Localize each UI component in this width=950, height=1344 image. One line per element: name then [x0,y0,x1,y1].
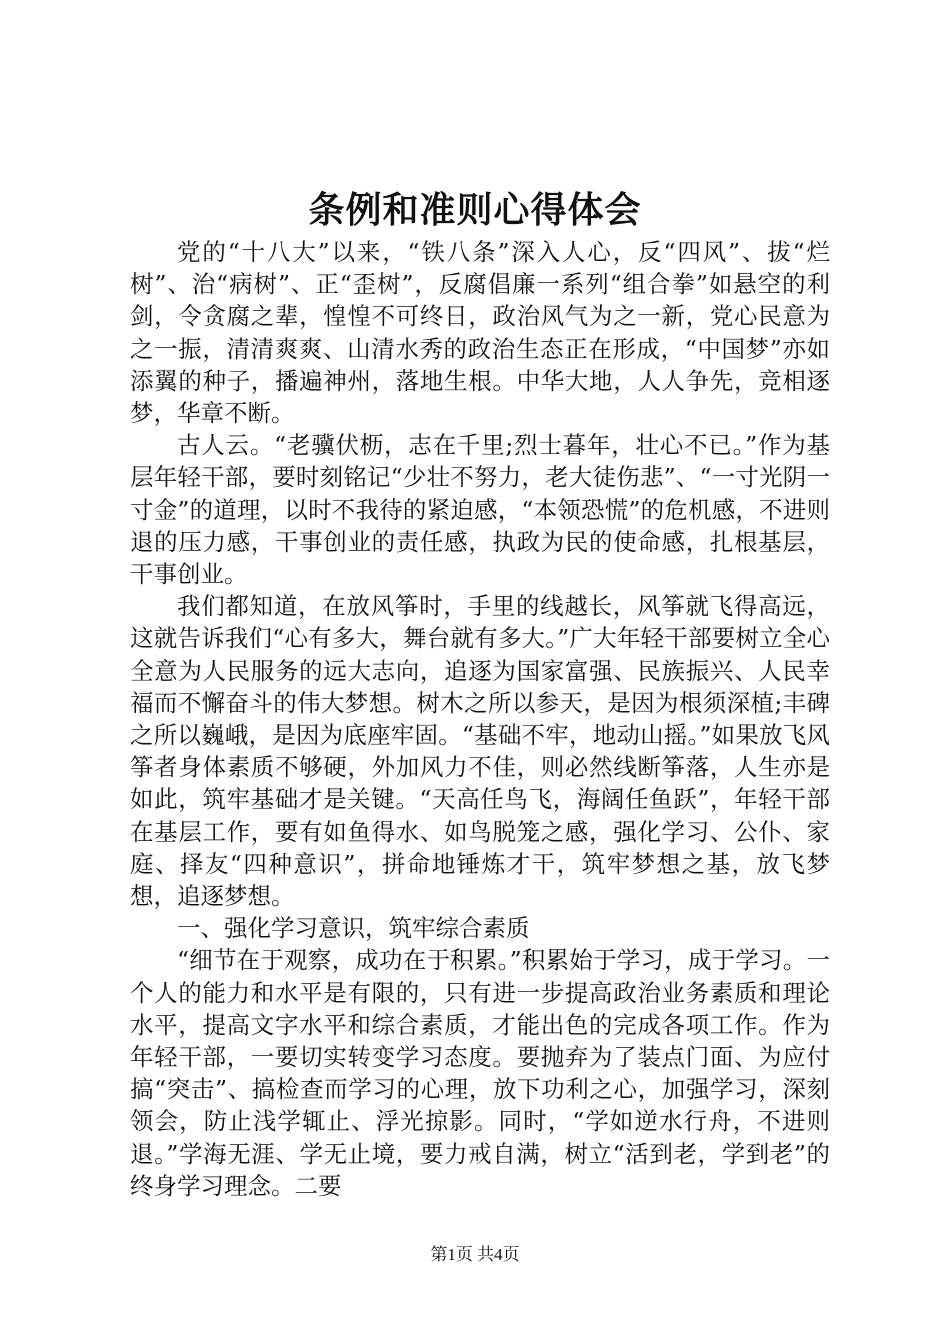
section-heading: 一、强化学习意识，筑牢综合素质 [177,914,530,943]
paragraph: 我们都知道，在放风筝时，手里的线越长，风筝就飞得高远，这就告诉我们“心有多大，舞台就有多大。”广大年轻干部要树立全心全意为人民服务的远大志向，追逐为国家富强、民族振兴、人民幸福而不懈奋斗的伟大梦想。树木之所以参天，是因为根须深植;丰碑之所以巍峨，是因为底座牢固。“基础不牢，地动山摇。”如果放飞风筝者身体素质不够硬，外加风力不佳，则必然线断筝落，人生亦是如此，筑牢基础才是关键。“天高任鸟飞，海阔任鱼跃”，年轻干部在基层工作，要有如鱼得水、如鸟脱笼之感，强化学习、公仆、家庭、择友“四种意识”，拼命地锤炼才干，筑牢梦想之基，放飞梦想，追逐梦想。 [130,592,830,911]
paragraph: 党的“十八大”以来，“铁八条”深入人心，反“四风”、拔“烂树”、治“病树”、正“歪树”，反腐倡廉一系列“组合拳”如悬空的利剑，令贪腐之辈，惶惶不可终日，政治风气为之一新，党心民意为之一振，清清爽爽、山清水秀的政治生态正在形成，“中国梦”亦如添翼的种子，播遍神州，落地生根。中华大地，人人争先，竞相逐梦，华章不断。 [130,238,830,428]
paragraph: 古人云。“老骥伏枥，志在千里;烈士暮年，壮心不已。”作为基层年轻干部，要时刻铭记“少壮不努力，老大徒伤悲”、“一寸光阴一寸金”的道理，以时不我待的紧迫感，“本领恐慌”的危机感，不进则退的压力感，干事创业的责任感，执政为民的使命感，扎根基层，干事创业。 [130,431,830,589]
document-title: 条例和准则心得体会 [308,189,642,231]
paragraph: “细节在于观察，成功在于积累。”积累始于学习，成于学习。一个人的能力和水平是有限的，只有进一步提高政治业务素质和理论水平，提高文字水平和综合素质，才能出色的完成各项工作。作为年轻干部，一要切实转变学习态度。要抛弃为了装点门面、为应付搞“突击”、搞检查而学习的心理，放下功利之心，加强学习，深刻领会，防止浅学辄止、浮光掠影。同时，“学如逆水行舟，不进则退。”学海无涯、学无止境，要力戒自满，树立“活到老，学到老”的终身学习理念。二要 [130,946,830,1200]
page-number-footer: 第1页 共4页 [430,1245,520,1264]
document-body [130,236,830,1202]
